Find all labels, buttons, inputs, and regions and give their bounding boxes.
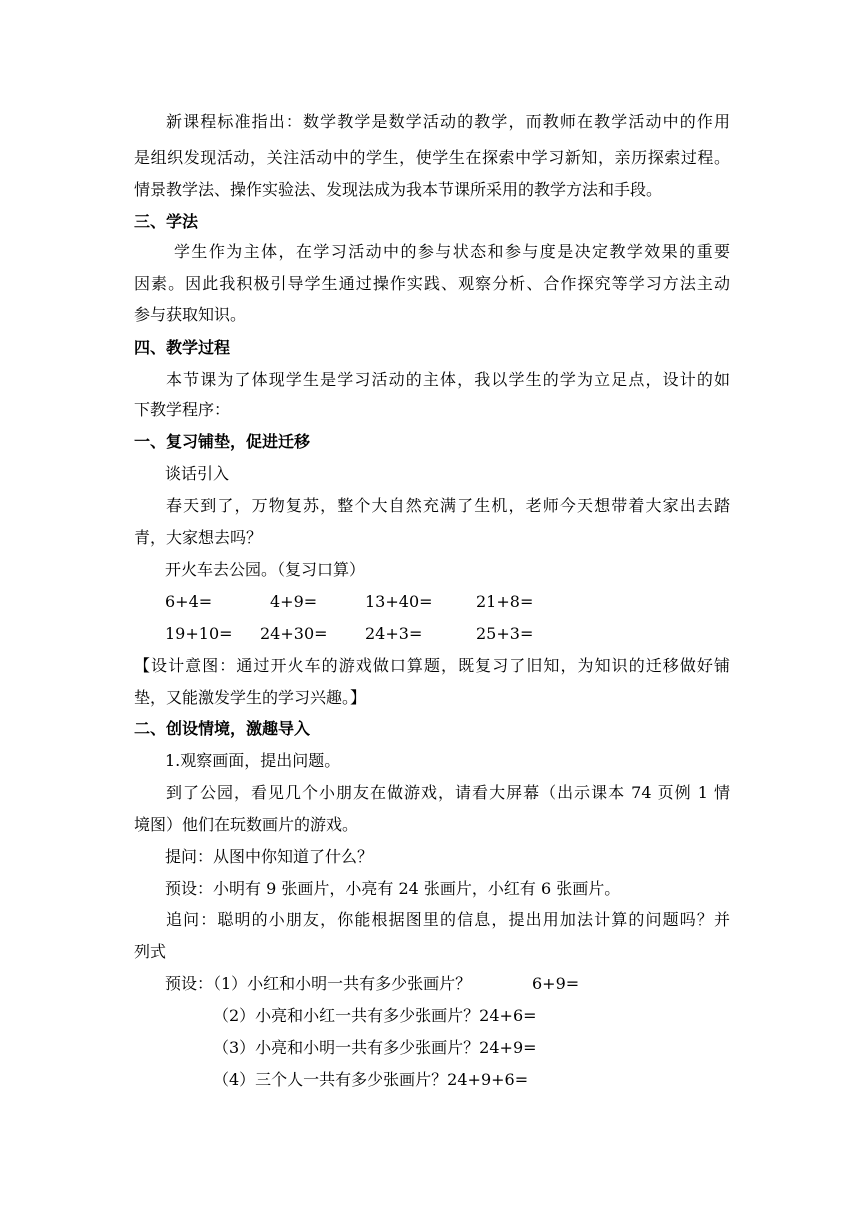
section-3-heading: 三、学法 bbox=[134, 212, 199, 231]
preset-question-1-expression: 6+9= bbox=[532, 974, 580, 993]
step-1-paragraph-line-2: 青，大家想去吗？ bbox=[134, 528, 263, 547]
preset-question-4: （4）三个人一共有多少张画片？24+9+6= bbox=[213, 1070, 529, 1089]
arithmetic-row-1-item-1: 6+4= bbox=[165, 592, 213, 611]
intro-line-2: 是组织发现活动，关注活动中的学生，使学生在探索中学习新知，亲历探索过程。 bbox=[134, 148, 730, 167]
intro-line-1: 新课程标准指出：数学教学是数学活动的教学，而教师在教学活动中的作用 bbox=[166, 112, 730, 131]
section-4-line-1: 本节课为了体现学生是学习活动的主体，我以学生的学为立足点，设计的如 bbox=[166, 370, 730, 389]
step-2-paragraph-line-1: 到了公园，看见几个小朋友在做游戏，请看大屏幕（出示课本 74 页例 1 情 bbox=[166, 783, 730, 802]
step-2-follow-up-line-1: 追问：聪明的小朋友，你能根据图里的信息，提出用加法计算的问题吗？并 bbox=[166, 910, 730, 929]
step-2-item-1: 1.观察画面，提出问题。 bbox=[165, 751, 341, 770]
step-1-subheading: 谈话引入 bbox=[165, 464, 230, 483]
step-2-paragraph-line-2: 境图）他们在玩数画片的游戏。 bbox=[134, 815, 359, 834]
preset-question-2: （2）小亮和小红一共有多少张画片？24+6= bbox=[213, 1006, 537, 1025]
preset-question-1: 预设：（1）小红和小明一共有多少张画片？ bbox=[165, 974, 472, 993]
step-1-paragraph-line-1: 春天到了，万物复苏，整个大自然充满了生机，老师今天想带着大家出去踏 bbox=[166, 496, 730, 515]
design-intent-line-1: 【设计意图：通过开火车的游戏做口算题，既复习了旧知，为知识的迁移做好铺 bbox=[134, 656, 730, 675]
step-2-preset: 预设：小明有 9 张画片，小亮有 24 张画片，小红有 6 张画片。 bbox=[165, 879, 621, 898]
preset-question-3: （3）小亮和小明一共有多少张画片？24+9= bbox=[213, 1038, 537, 1057]
design-intent-line-2: 垫，又能激发学生的学习兴趣。】 bbox=[134, 688, 367, 707]
arithmetic-row-1-item-2: 4+9= bbox=[270, 592, 318, 611]
section-4-line-2: 下教学程序： bbox=[134, 400, 231, 419]
arithmetic-row-2-item-1: 19+10= bbox=[165, 624, 233, 643]
arithmetic-row-2-item-2: 24+30= bbox=[260, 624, 328, 643]
section-3-line-3: 参与获取知识。 bbox=[134, 305, 247, 324]
step-1-train-line: 开火车去公园。（复习口算） bbox=[165, 560, 366, 579]
step-2-follow-up-line-2: 列式 bbox=[134, 942, 167, 961]
section-4-heading: 四、教学过程 bbox=[134, 338, 231, 357]
arithmetic-row-1-item-4: 21+8= bbox=[476, 592, 534, 611]
arithmetic-row-1-item-3: 13+40= bbox=[365, 592, 433, 611]
section-3-line-2: 因素。因此我积极引导学生通过操作实践、观察分析、合作探究等学习方法主动 bbox=[134, 274, 730, 293]
intro-line-3: 情景教学法、操作实验法、发现法成为我本节课所采用的教学方法和手段。 bbox=[134, 180, 663, 199]
arithmetic-row-2-item-3: 24+3= bbox=[365, 624, 423, 643]
step-2-question: 提问：从图中你知道了什么？ bbox=[165, 847, 374, 866]
step-2-heading: 二、创设情境，激趣导入 bbox=[134, 719, 311, 738]
step-1-heading: 一、复习铺垫，促进迁移 bbox=[134, 432, 311, 451]
section-3-line-1: 学生作为主体，在学习活动中的参与状态和参与度是决定教学效果的重要 bbox=[174, 242, 730, 261]
arithmetic-row-2-item-4: 25+3= bbox=[476, 624, 534, 643]
